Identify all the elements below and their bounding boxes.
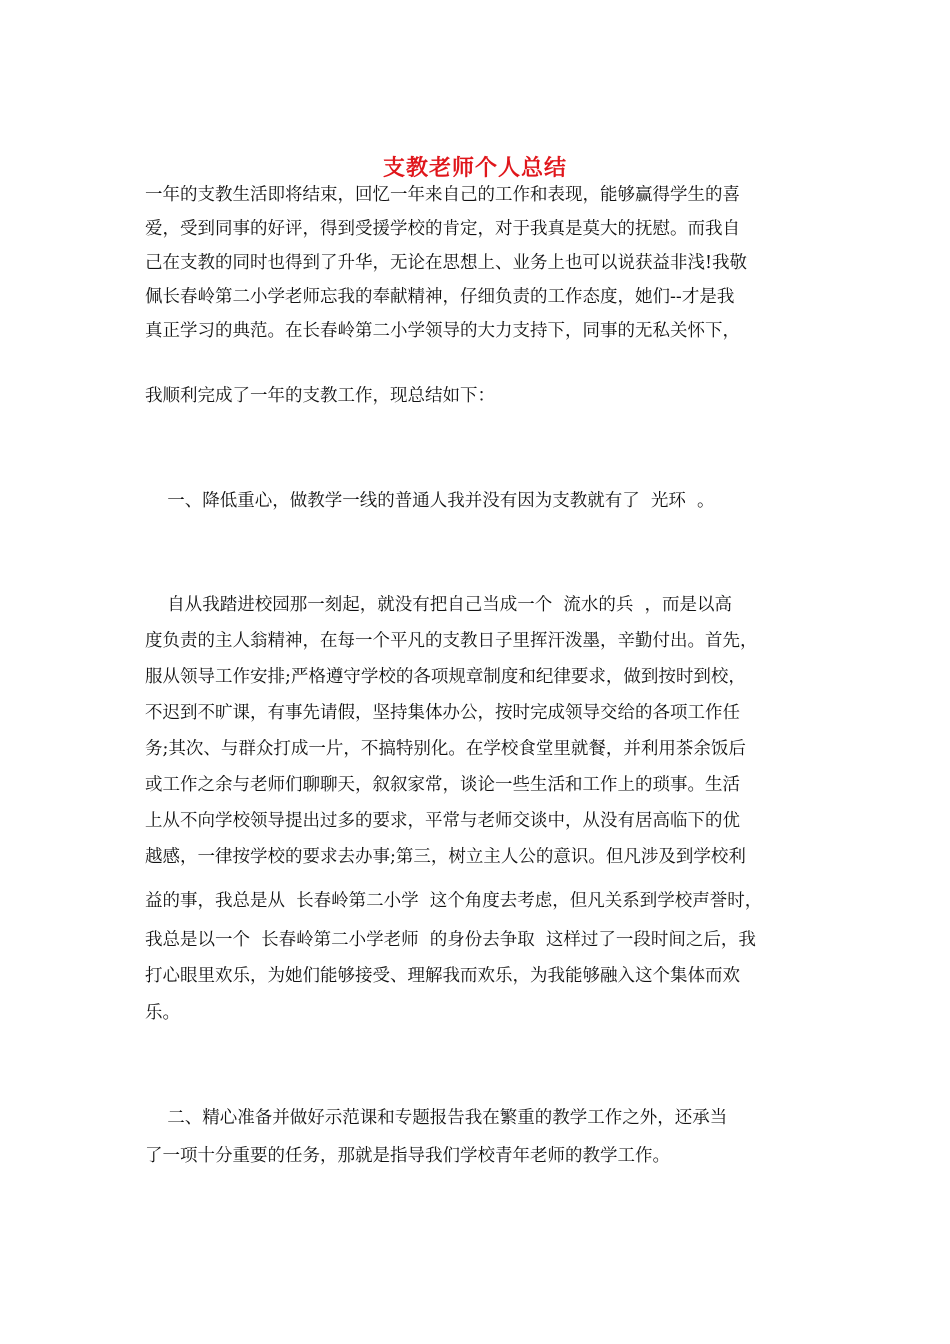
intro-line: 真正学习的典范。在长春岭第二小学领导的大力支持下，同事的无私关怀下， [145,321,740,341]
intro-line: 一年的支教生活即将结束，回忆一年来自己的工作和表现，能够赢得学生的喜 [145,185,740,205]
section-1-line: 乐。 [145,1003,180,1023]
section-1-line: 或工作之余与老师们聊聊天，叙叙家常，谈论一些生活和工作上的琐事。生活 [145,775,740,795]
document-title: 支教老师个人总结 [382,155,567,181]
intro-line: 佩长春岭第二小学老师忘我的奉献精神，仔细负责的工作态度，她们--才是我 [145,287,735,307]
section-1-line: 自从我踏进校园那一刻起，就没有把自己当成一个 流水的兵 ，而是以高 [145,595,732,615]
section-1-line: 不迟到不旷课，有事先请假，坚持集体办公，按时完成领导交给的各项工作任 [145,703,740,723]
section-1-line: 益的事，我总是从 长春岭第二小学 这个角度去考虑，但凡关系到学校声誉时， [145,891,763,911]
section-1-line: 上从不向学校领导提出过多的要求，平常与老师交谈中，从没有居高临下的优 [145,811,740,831]
section-1-line: 务;其次、与群众打成一片，不搞特别化。在学校食堂里就餐，并利用茶余饭后 [145,739,746,759]
section-1-line: 服从领导工作安排;严格遵守学校的各项规章制度和纪律要求，做到按时到校， [145,667,746,687]
intro-line: 己在支教的同时也得到了升华，无论在思想上、业务上也可以说获益非浅!我敬 [145,253,748,273]
intro-line: 我顺利完成了一年的支教工作，现总结如下： [145,386,495,406]
section-1-line: 我总是以一个 长春岭第二小学老师 的身份去争取 这样过了一段时间之后，我 [145,930,756,950]
section-2-line: 了一项十分重要的任务，那就是指导我们学校青年老师的教学工作。 [145,1146,670,1166]
section-2-line: 二、精心准备并做好示范课和专题报告我在繁重的教学工作之外，还承当 [145,1108,728,1128]
section-heading-1: 一、降低重心，做教学一线的普通人我并没有因为支教就有了 光环 。 [145,491,715,511]
section-1-line: 越感，一律按学校的要求去办事;第三，树立主人公的意识。但凡涉及到学校利 [145,847,746,867]
section-1-line: 度负责的主人翁精神，在每一个平凡的支教日子里挥汗泼墨，辛勤付出。首先， [145,631,758,651]
section-1-line: 打心眼里欢乐，为她们能够接受、理解我而欢乐，为我能够融入这个集体而欢 [145,966,740,986]
intro-line: 爱，受到同事的好评，得到受援学校的肯定，对于我真是莫大的抚慰。而我自 [145,219,740,239]
